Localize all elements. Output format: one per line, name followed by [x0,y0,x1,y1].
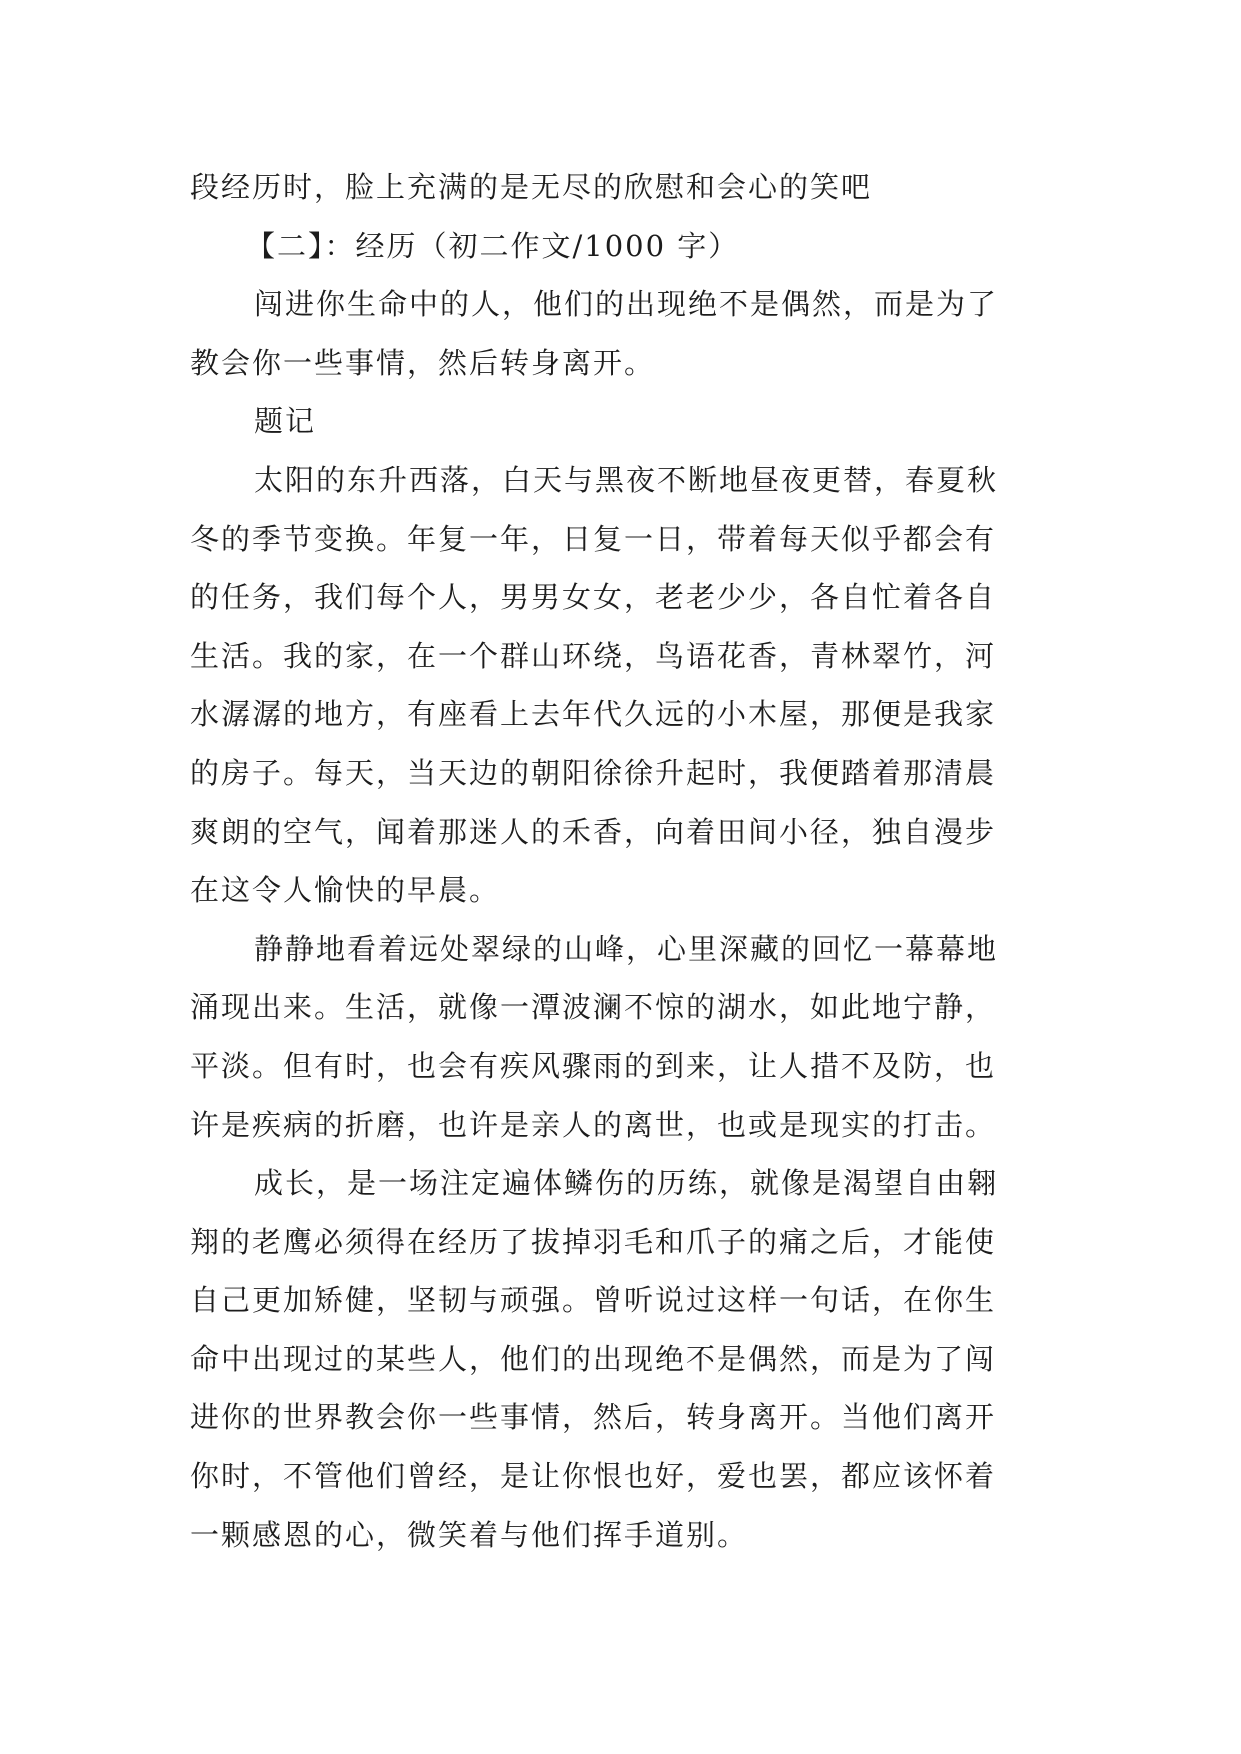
text-line: 许是疾病的折磨，也许是亲人的离世，也或是现实的打击。 [190,1107,997,1142]
section-heading: 【二】：经历（初二作文/1000 字） [246,228,740,263]
essay-body [190,158,1070,1564]
text-line: 的任务，我们每个人，男男女女，老老少少，各自忙着各自 [190,580,997,615]
text-line: 的房子。每天，当天边的朝阳徐徐升起时，我便踏着那清晨 [190,755,997,790]
text-line: 水潺潺的地方，有座看上去年代久远的小木屋，那便是我家 [190,697,997,732]
text-line: 你时，不管他们曾经，是让你恨也好，爱也罢，都应该怀着 [190,1459,997,1494]
text-line: 生活。我的家，在一个群山环绕，鸟语花香，青林翠竹，河 [190,638,997,673]
text-line: 涌现出来。生活，就像一潭波澜不惊的湖水，如此地宁静， [190,990,997,1025]
text-line: 命中出现过的某些人，他们的出现绝不是偶然，而是为了闯 [190,1341,997,1376]
text-line: 闯进你生命中的人，他们的出现绝不是偶然，而是为了 [254,287,999,322]
text-line: 太阳的东升西落，白天与黑夜不断地昼夜更替，春夏秋 [254,462,999,497]
text-line: 教会你一些事情，然后转身离开。 [190,345,656,380]
text-line: 静静地看着远处翠绿的山峰，心里深藏的回忆一幕幕地 [254,931,999,966]
text-line: 平淡。但有时，也会有疾风骤雨的到来，让人措不及防，也 [190,1048,997,1083]
text-line: 自己更加矫健，坚韧与顽强。曾听说过这样一句话，在你生 [190,1283,997,1318]
text-line: 翔的老鹰必须得在经历了拔掉羽毛和爪子的痛之后，才能使 [190,1224,997,1259]
text-line: 一颗感恩的心，微笑着与他们挥手道别。 [190,1517,749,1552]
text-line: 在这令人愉快的早晨。 [190,873,501,908]
text-line: 进你的世界教会你一些事情，然后，转身离开。当他们离开 [190,1400,997,1435]
text-line: 冬的季节变换。年复一年，日复一日，带着每天似乎都会有 [190,521,997,556]
epigraph-label: 题记 [254,404,317,439]
text-line: 爽朗的空气，闻着那迷人的禾香，向着田间小径，独自漫步 [190,814,997,849]
text-line: 成长，是一场注定遍体鳞伤的历练，就像是渴望自由翱 [254,1166,999,1201]
text-line: 段经历时，脸上充满的是无尽的欣慰和会心的笑吧 [190,170,873,204]
